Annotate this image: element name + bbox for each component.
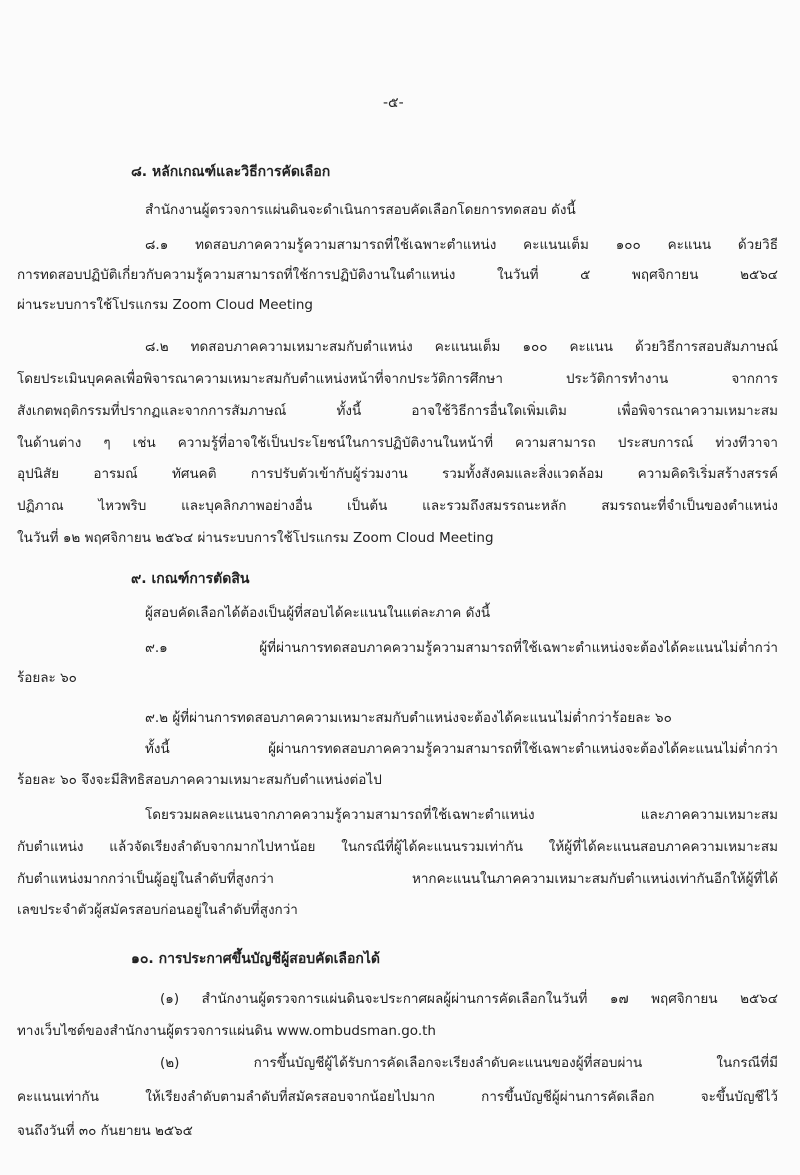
section-9-ranking-line-1: โดยรวมผลคะแนนจากภาคความรู้ความสามารถที่ใช้เฉพาะตำแหน่ง และภาคความเหมาะสม (145, 807, 778, 823)
section-10-1-line-1: (๑) สำนักงานผู้ตรวจการแผ่นดินจะประกาศผลผู้ผ่านการคัดเลือกในวันที่ ๑๗ พฤศจิกายน ๒๕๖๔ (160, 991, 778, 1007)
section-8-1-line-2: การทดสอบปฏิบัติเกี่ยวกับความรู้ความสามารถที่ใช้การปฏิบัติงานในตำแหน่ง ในวันที่ ๕ พฤศจิกายน ๒๕๖๔ (17, 267, 778, 283)
section-8-2-line-4: ในด้านต่าง ๆ เช่น ความรู้ที่อาจใช้เป็นประโยชน์ในการปฏิบัติงานในหน้าที่ ความสามารถ ประสบการณ์ ท่วงทีวาจา (17, 435, 778, 451)
section-10-2-line-1: (๒) การขึ้นบัญชีผู้ได้รับการคัดเลือกจะเรียงลำดับคะแนนของผู้ที่สอบผ่าน ในกรณีที่มี (160, 1055, 778, 1071)
section-9-1-line-2: ร้อยละ ๖๐ (17, 670, 77, 686)
section-8-2-line-7: ในวันที่ ๑๒ พฤศจิกายน ๒๕๖๔ ผ่านระบบการใช้โปรแกรม Zoom Cloud Meeting (17, 530, 494, 546)
section-8-2-line-6: ปฏิภาณ ไหวพริบ และบุคลิกภาพอย่างอื่น เป็นต้น และรวมถึงสมรรถนะหลัก สมรรถนะที่จำเป็นของตำแหน่ง (17, 498, 778, 514)
section-9-note-line-2: ร้อยละ ๖๐ จึงจะมีสิทธิสอบภาคความเหมาะสมกับตำแหน่งต่อไป (17, 772, 382, 788)
section-8-2-line-3: สังเกตพฤติกรรมที่ปรากฏและจากการสัมภาษณ์ ทั้งนี้ อาจใช้วิธีการอื่นใดเพิ่มเติม เพื่อพิจารณาความเหมาะสม (17, 403, 778, 419)
section-8-intro: สำนักงานผู้ตรวจการแผ่นดินจะดำเนินการสอบคัดเลือกโดยการทดสอบ ดังนี้ (145, 202, 576, 218)
section-8-1-line-3: ผ่านระบบการใช้โปรแกรม Zoom Cloud Meeting (17, 297, 313, 313)
section-10-heading: ๑๐. การประกาศขึ้นบัญชีผู้สอบคัดเลือกได้ (131, 951, 380, 967)
section-8-2-line-2: โดยประเมินบุคคลเพื่อพิจารณาความเหมาะสมกับตำแหน่งหน้าที่จากประวัติการศึกษา ประวัติการทำงาน จากการ (17, 371, 778, 387)
section-9-ranking-line-4: เลขประจำตัวผู้สมัครสอบก่อนอยู่ในลำดับที่สูงกว่า (17, 902, 298, 918)
section-9-2: ๙.๒ ผู้ที่ผ่านการทดสอบภาคความเหมาะสมกับตำแหน่งจะต้องได้คะแนนไม่ต่ำกว่าร้อยละ ๖๐ (145, 710, 672, 726)
section-8-1-line-1: ๘.๑ ทดสอบภาคความรู้ความสามารถที่ใช้เฉพาะตำแหน่ง คะแนนเต็ม ๑๐๐ คะแนน ด้วยวิธี (145, 237, 778, 253)
section-8-2-line-5: อุปนิสัย อารมณ์ ทัศนคติ การปรับตัวเข้ากับผู้ร่วมงาน รวมทั้งสังคมและสิ่งแวดล้อม ความคิดริเริ่มสร้างสรรค์ (17, 466, 778, 482)
section-10-2-line-3: จนถึงวันที่ ๓๐ กันยายน ๒๕๖๕ (17, 1123, 193, 1139)
section-9-ranking-line-2: กับตำแหน่ง แล้วจัดเรียงลำดับจากมากไปหาน้อย ในกรณีที่ผู้ได้คะแนนรวมเท่ากัน ให้ผู้ที่ได้คะแนนสอบภาคความเหมาะสม (17, 839, 778, 855)
page-number: -๕- (383, 95, 404, 111)
section-9-intro: ผู้สอบคัดเลือกได้ต้องเป็นผู้ที่สอบได้คะแนนในแต่ละภาค ดังนี้ (145, 605, 491, 621)
section-8-2-line-1: ๘.๒ ทดสอบภาคความเหมาะสมกับตำแหน่ง คะแนนเต็ม ๑๐๐ คะแนน ด้วยวิธีการสอบสัมภาษณ์ (145, 339, 778, 355)
section-10-2-line-2: คะแนนเท่ากัน ให้เรียงลำดับตามลำดับที่สมัครสอบจากน้อยไปมาก การขึ้นบัญชีผู้ผ่านการคัดเลือก จะขึ้นบัญชีไว้ (17, 1089, 778, 1105)
section-9-ranking-line-3: กับตำแหน่งมากกว่าเป็นผู้อยู่ในลำดับที่สูงกว่า หากคะแนนในภาคความเหมาะสมกับตำแหน่งเท่ากันอีกให้ผู้ที่ได้ (17, 871, 778, 887)
section-9-1-line-1: ๙.๑ ผู้ที่ผ่านการทดสอบภาคความรู้ความสามารถที่ใช้เฉพาะตำแหน่งจะต้องได้คะแนนไม่ต่ำกว่า (145, 640, 778, 656)
section-10-1-line-2: ทางเว็บไซต์ของสำนักงานผู้ตรวจการแผ่นดิน www.ombudsman.go.th (17, 1023, 436, 1039)
section-9-note-line-1: ทั้งนี้ ผู้ผ่านการทดสอบภาคความรู้ความสามารถที่ใช้เฉพาะตำแหน่งจะต้องได้คะแนนไม่ต่ำกว่า (145, 741, 778, 757)
section-9-heading: ๙. เกณฑ์การตัดสิน (131, 571, 250, 587)
section-8-heading: ๘. หลักเกณฑ์และวิธีการคัดเลือก (131, 164, 331, 180)
